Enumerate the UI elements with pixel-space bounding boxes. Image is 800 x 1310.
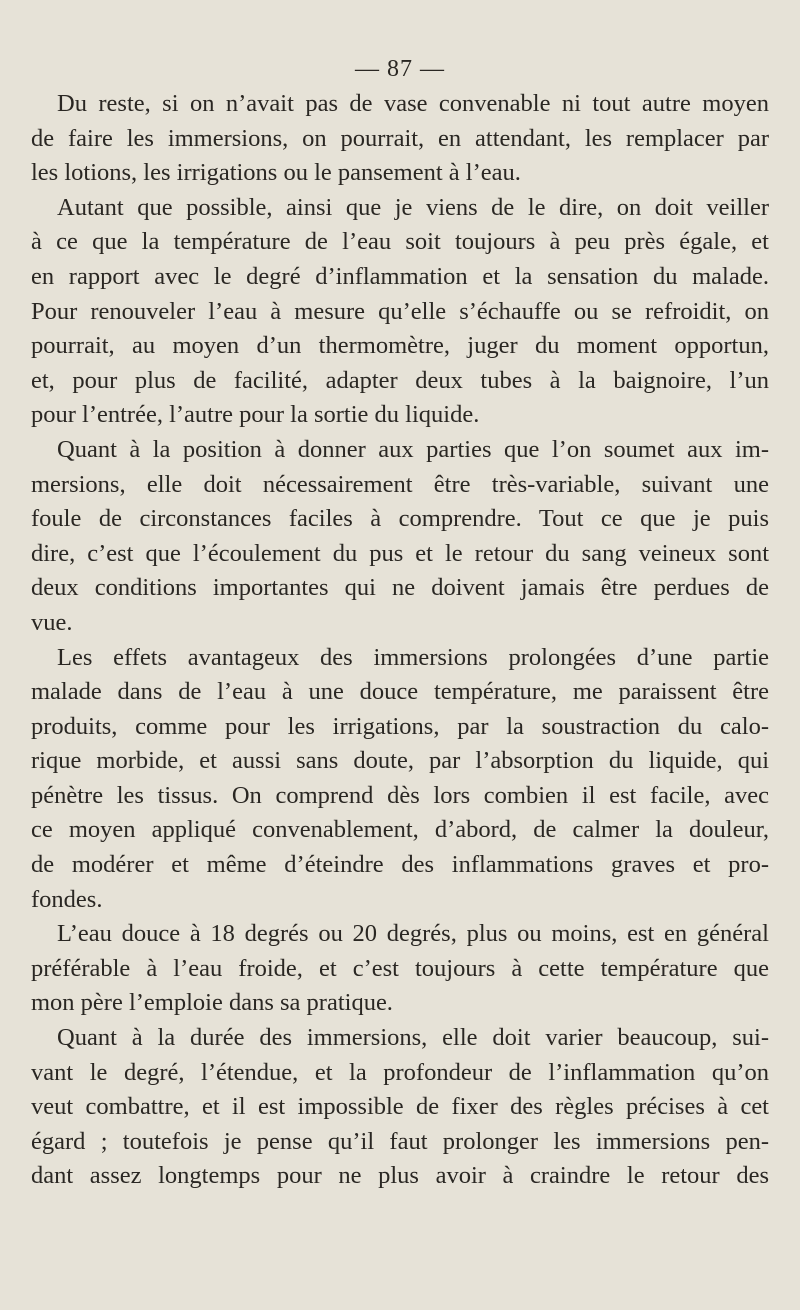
text-line: fondes. (31, 885, 103, 913)
text-line: égard ; toutefois je pense qu’il faut prolonger les immersions pen- (31, 1127, 769, 1155)
text-line: les lotions, les irrigations ou le pansement à l’eau. (31, 159, 521, 187)
text-line: dant assez longtemps pour ne plus avoir à craindre le retour des (31, 1162, 769, 1190)
text-line: veut combattre, et il est impossible de fixer des règles précises à cet (31, 1093, 769, 1121)
text-line: mon père l’emploie dans sa pratique. (31, 989, 393, 1017)
text-line: préférable à l’eau froide, et c’est toujours à cette température que (31, 954, 769, 982)
text-line: Quant à la position à donner aux parties que l’on soumet aux im- (57, 435, 769, 463)
text-line: vue. (31, 608, 73, 636)
text-line: de modérer et même d’éteindre des inflammations graves et pro- (31, 851, 769, 879)
page-number: — 87 — (355, 56, 445, 82)
text-line: Les effets avantageux des immersions prolongées d’une partie (57, 643, 769, 671)
text-line: à ce que la température de l’eau soit toujours à peu près égale, et (31, 228, 769, 256)
text-line: Pour renouveler l’eau à mesure qu’elle s’échauffe ou se refroidit, on (31, 297, 769, 325)
body-text (31, 87, 769, 1194)
text-line: ce moyen appliqué convenablement, d’abord, de calmer la douleur, (31, 816, 769, 844)
text-line: pénètre les tissus. On comprend dès lors combien il est facile, avec (31, 781, 769, 809)
text-line: malade dans de l’eau à une douce température, me paraissent être (31, 678, 769, 706)
text-line: deux conditions importantes qui ne doivent jamais être perdues de (31, 574, 769, 602)
text-line: rique morbide, et aussi sans doute, par l’absorption du liquide, qui (31, 747, 769, 775)
text-line: Autant que possible, ainsi que je viens de le dire, on doit veiller (57, 193, 769, 221)
text-line: vant le degré, l’étendue, et la profondeur de l’inflammation qu’on (31, 1058, 769, 1086)
text-line: pourrait, au moyen d’un thermomètre, juger du moment opportun, (31, 332, 769, 360)
text-line: mersions, elle doit nécessairement être très-variable, suivant une (31, 470, 769, 498)
text-line: pour l’entrée, l’autre pour la sortie du liquide. (31, 401, 480, 429)
text-line: produits, comme pour les irrigations, par la soustraction du calo- (31, 712, 769, 740)
text-line: dire, c’est que l’écoulement du pus et le retour du sang veineux sont (31, 539, 769, 567)
text-line: foule de circonstances faciles à comprendre. Tout ce que je puis (31, 505, 769, 533)
text-line: Du reste, si on n’avait pas de vase convenable ni tout autre moyen (57, 90, 769, 117)
text-line: de faire les immersions, on pourrait, en attendant, les remplacer par (31, 124, 769, 152)
text-line: en rapport avec le degré d’inflammation et la sensation du malade. (31, 262, 769, 290)
text-line: Quant à la durée des immersions, elle doit varier beaucoup, sui- (57, 1024, 769, 1052)
text-line: L’eau douce à 18 degrés ou 20 degrés, plus ou moins, est en général (57, 920, 769, 948)
text-line: et, pour plus de facilité, adapter deux tubes à la baignoire, l’un (31, 366, 769, 394)
